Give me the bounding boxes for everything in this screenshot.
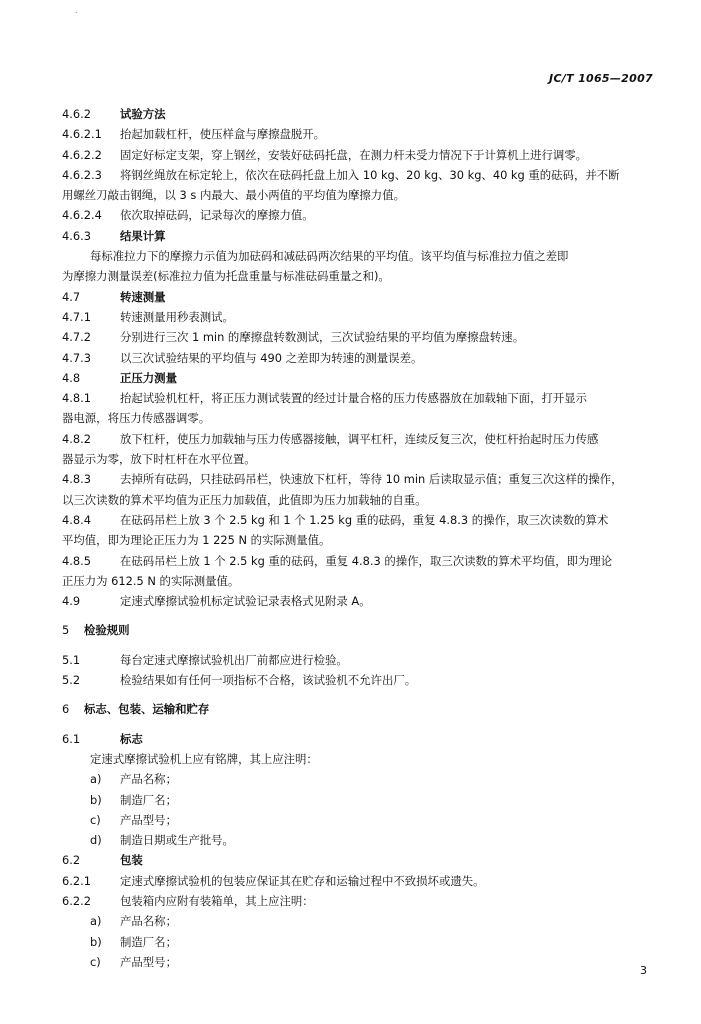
paragraph-line	[62, 891, 662, 911]
clause-number: 4.7	[62, 289, 81, 304]
clause-number: 4.8.2	[62, 431, 91, 446]
section-gap	[62, 611, 662, 620]
paragraph-line	[62, 551, 662, 571]
list-item	[62, 769, 662, 789]
line-text: 在砝码吊栏上放 1 个 2.5 kg 重的砝码，重复 4.8.3 的操作，取三次读数的算术平均值，即为理论	[120, 553, 613, 568]
line-text: 制造厂名；	[120, 792, 177, 807]
clause-number: 4.8.4	[62, 512, 91, 527]
line-text: 用螺丝刀敲击钢绳，以 3 s 内最大、最小两值的平均值为摩擦力值。	[62, 188, 405, 203]
paragraph-line	[62, 749, 662, 769]
line-text: 产品名称；	[120, 772, 177, 787]
clause-number: 4.7.2	[62, 330, 91, 345]
line-text: 依次取掉砝码，记录每次的摩擦力值。	[120, 208, 314, 223]
paragraph-line	[62, 124, 662, 144]
section-heading	[62, 729, 662, 749]
page-number: 3	[640, 964, 647, 977]
list-item-label: c)	[90, 812, 101, 827]
paragraph-line	[62, 348, 662, 368]
paragraph-line	[62, 246, 662, 266]
line-text: 以三次试验结果的平均值与 490 之差即为转速的测量误差。	[120, 350, 423, 365]
document-body	[62, 104, 662, 972]
paragraph-line	[62, 205, 662, 225]
line-text: 放下杠杆，使压力加载轴与压力传感器接触，调平杠杆，连续反复三次，使杠杆抬起时压力传感	[120, 431, 599, 446]
paragraph-line	[62, 530, 662, 550]
clause-number: 6.1	[62, 731, 81, 746]
section-heading	[62, 620, 662, 640]
list-item-label: b)	[90, 934, 102, 949]
section-heading	[62, 368, 662, 388]
paragraph-line	[62, 307, 662, 327]
clause-number: 4.8.5	[62, 553, 91, 568]
clause-number: 4.6.2.2	[62, 147, 102, 162]
line-text: 标志、包装、运输和贮存	[84, 702, 210, 717]
scan-dot: .	[75, 6, 78, 15]
list-item	[62, 952, 662, 972]
list-item-label: c)	[90, 954, 101, 969]
line-text: 平均值，即为理论正压力为 1 225 N 的实际测量值。	[62, 533, 331, 548]
paragraph-line	[62, 327, 662, 347]
list-item	[62, 810, 662, 830]
list-item	[62, 830, 662, 850]
clause-number: 4.9	[62, 594, 81, 609]
line-text: 每台定速式摩擦试验机出厂前都应进行检验。	[120, 652, 348, 667]
standard-code: JC/T 1065—2007	[549, 72, 653, 85]
clause-number: 4.6.3	[62, 228, 91, 243]
line-text: 固定好标定支架，穿上钢丝，安装好砝码托盘，在测力杆未受力情况下于计算机上进行调零。	[120, 147, 588, 162]
clause-number: 4.8.1	[62, 391, 91, 406]
line-text: 器电源，将压力传感器调零。	[62, 411, 211, 426]
paragraph-line	[62, 408, 662, 428]
clause-number: 5.2	[62, 673, 81, 688]
line-text: 分别进行三次 1 min 的摩擦盘转数测试，三次试验结果的平均值为摩擦盘转速。	[120, 330, 525, 345]
line-text: 检验结果如有任何一项指标不合格，该试验机不允许出厂。	[120, 673, 417, 688]
line-text: 每标准拉力下的摩擦力示值为加砝码和减砝码两次结果的平均值。该平均值与标准拉力值之差即	[90, 249, 569, 264]
clause-number: 4.6.2.4	[62, 208, 102, 223]
clause-number: 4.6.2.1	[62, 127, 102, 142]
line-text: 定速式摩擦试验机上应有铭牌，其上应注明：	[90, 751, 318, 766]
list-item	[62, 911, 662, 931]
line-text: 标志	[120, 731, 143, 746]
paragraph-line	[62, 650, 662, 670]
line-text: 在砝码吊栏上放 3 个 2.5 kg 和 1 个 1.25 kg 重的砝码，重复 4.8.3 的操作，取三次读数的算术	[120, 512, 609, 527]
clause-number: 4.7.1	[62, 309, 91, 324]
section-heading	[62, 226, 662, 246]
line-text: 抬起加载杠杆，使压样盒与摩擦盘脱开。	[120, 127, 326, 142]
section-heading	[62, 850, 662, 870]
paragraph-line	[62, 185, 662, 205]
line-text: 产品型号；	[120, 954, 177, 969]
line-text: 制造日期或生产批号。	[120, 833, 234, 848]
line-text: 包装箱内应附有装箱单，其上应注明：	[120, 893, 314, 908]
line-text: 包装	[120, 853, 143, 868]
paragraph-line	[62, 490, 662, 510]
line-text: 定速式摩擦试验机的包装应保证其在贮存和运输过程中不致损坏或遗失。	[120, 873, 485, 888]
clause-number: 6.2.2	[62, 893, 91, 908]
paragraph-line	[62, 165, 662, 185]
line-text: 转速测量用秒表测试。	[120, 309, 234, 324]
clause-number: 5	[62, 623, 70, 638]
line-text: 去掉所有砝码，只挂砝码吊栏，快速放下杠杆，等待 10 min 后读取显示值；重复三次这样的操作，	[120, 472, 623, 487]
list-item	[62, 790, 662, 810]
section-heading	[62, 104, 662, 124]
line-text: 转速测量	[120, 289, 166, 304]
paragraph-line	[62, 449, 662, 469]
section-gap	[62, 641, 662, 650]
line-text: 试验方法	[120, 107, 166, 121]
list-item-label: d)	[90, 833, 102, 848]
paragraph-line	[62, 145, 662, 165]
clause-number: 4.7.3	[62, 350, 91, 365]
line-text: 为摩擦力测量误差(标准拉力值为托盘重量与标准砝码重量之和)。	[62, 269, 390, 284]
list-item-label: a)	[90, 772, 102, 787]
section-heading	[62, 287, 662, 307]
line-text: 正压力为 612.5 N 的实际测量值。	[62, 573, 240, 588]
line-text: 产品型号；	[120, 812, 177, 827]
line-text: 结果计算	[120, 228, 166, 243]
paragraph-line	[62, 571, 662, 591]
clause-number: 4.8.3	[62, 472, 91, 487]
clause-number: 4.6.2.3	[62, 167, 102, 182]
section-heading	[62, 699, 662, 719]
line-text: 抬起试验机杠杆，将正压力测试装置的经过计量合格的压力传感器放在加载轴下面，打开显示	[120, 391, 588, 406]
clause-number: 6	[62, 702, 70, 717]
line-text: 以三次读数的算术平均值为正压力加载值，此值即为压力加载轴的自重。	[62, 492, 427, 507]
line-text: 正压力测量	[120, 370, 177, 385]
line-text: 产品名称；	[120, 914, 177, 929]
paragraph-line	[62, 388, 662, 408]
paragraph-line	[62, 469, 662, 489]
paragraph-line	[62, 591, 662, 611]
clause-number: 5.1	[62, 652, 81, 667]
clause-number: 4.8	[62, 370, 81, 385]
line-text: 制造厂名；	[120, 934, 177, 949]
list-item-label: a)	[90, 914, 102, 929]
section-gap	[62, 720, 662, 729]
section-gap	[62, 690, 662, 699]
line-text: 器显示为零，放下时杠杆在水平位置。	[62, 452, 256, 467]
paragraph-line	[62, 510, 662, 530]
list-item-label: b)	[90, 792, 102, 807]
line-text: 将钢丝绳放在标定轮上，依次在砝码托盘上加入 10 kg、20 kg、30 kg、40 kg 重的砝码，并不断	[120, 167, 620, 182]
line-text: 检验规则	[84, 623, 130, 638]
paragraph-line	[62, 429, 662, 449]
paragraph-line	[62, 266, 662, 286]
list-item	[62, 932, 662, 952]
paragraph-line	[62, 670, 662, 690]
clause-number: 6.2.1	[62, 873, 91, 888]
paragraph-line	[62, 871, 662, 891]
line-text: 定速式摩擦试验机标定试验记录表格式见附录 A。	[120, 594, 371, 609]
clause-number: 6.2	[62, 853, 81, 868]
clause-number: 4.6.2	[62, 107, 91, 121]
